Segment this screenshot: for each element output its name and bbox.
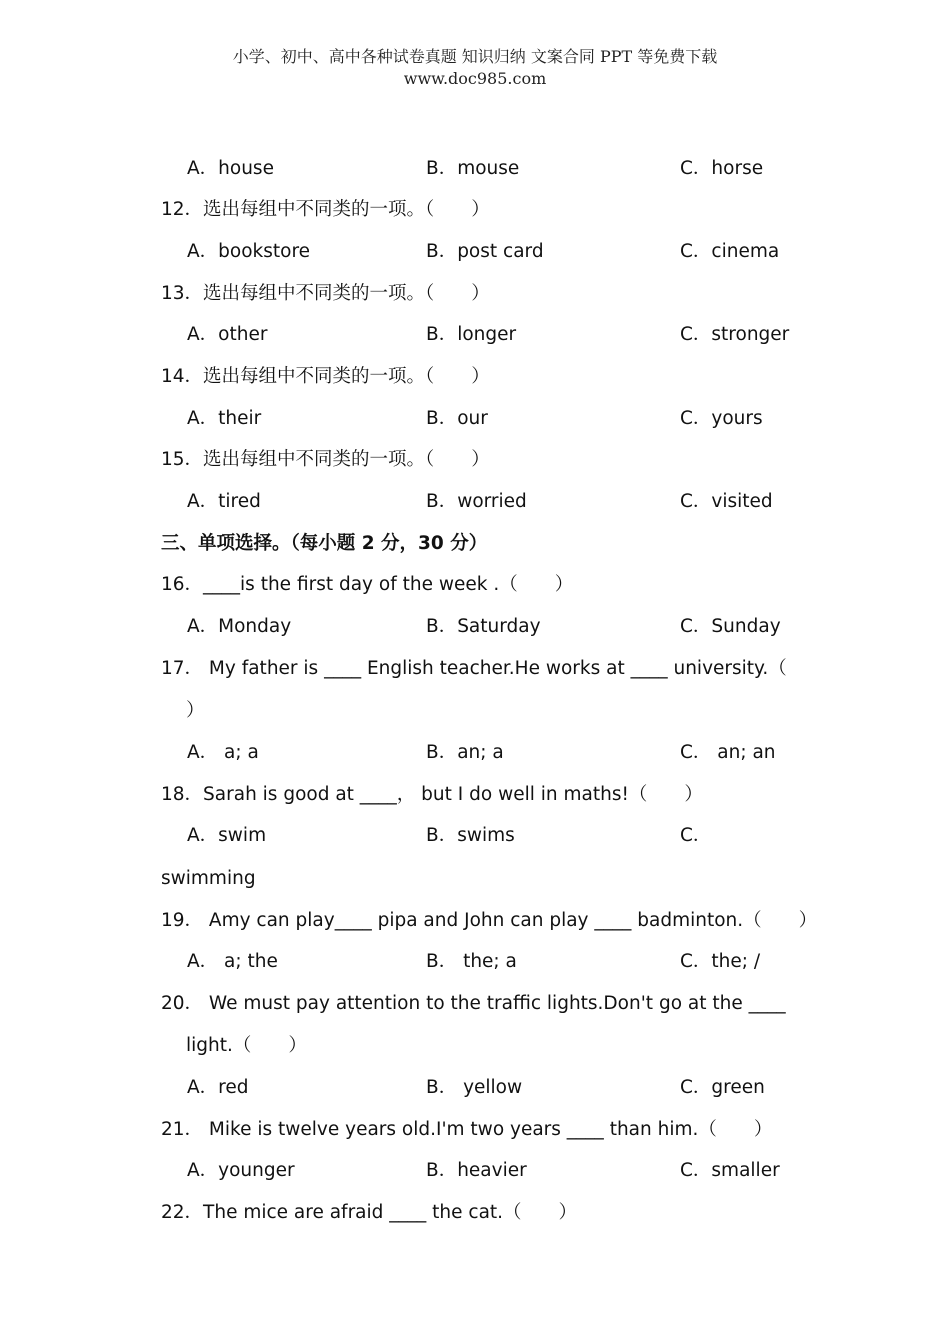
q21-option-a: A．younger [187,1160,295,1181]
question-21-stem: 21． Mike is twelve years old.I'm two years ____ than him.（ ） [161,1119,773,1140]
q11-option-b: B．mouse [426,158,520,179]
q19-option-a: A． a; the [187,951,278,972]
section-3-title: 三、单项选择。（每小题 2 分，30 分） [161,533,488,554]
q15-option-b: B．worried [426,491,527,512]
question-20-stem-continued: light.（ ） [186,1035,307,1056]
q21-option-b: B．heavier [426,1160,527,1181]
q16-option-b: B．Saturday [426,616,541,637]
q14-option-c: C．yours [680,408,763,429]
q18-option-a: A．swim [187,825,267,846]
question-17-stem: 17． My father is ____ English teacher.He works at ____ university.（ [161,658,787,679]
question-14-stem: 14．选出每组中不同类的一项。（ ） [161,366,490,387]
q20-option-c: C．green [680,1077,765,1098]
question-12-stem: 12．选出每组中不同类的一项。（ ） [161,199,490,220]
q18-option-c: C． [680,825,712,846]
question-20-stem: 20． We must pay attention to the traffic lights.Don't go at the ____ [161,993,786,1014]
header-line-url: www.doc985.com [403,69,547,88]
q13-option-b: B．longer [426,324,517,345]
q20-option-a: A．red [187,1077,249,1098]
q18-option-c-continued: swimming [161,868,256,889]
page-header [0,46,950,90]
q14-option-a: A．their [187,408,262,429]
q15-option-a: A．tired [187,491,261,512]
question-16-stem: 16．____is the first day of the week .（ ） [161,574,574,595]
question-15-stem: 15．选出每组中不同类的一项。（ ） [161,449,490,470]
q13-option-a: A．other [187,324,268,345]
question-22-stem: 22．The mice are afraid ____ the cat.（ ） [161,1202,578,1223]
q15-option-c: C．visited [680,491,773,512]
q21-option-c: C．smaller [680,1160,780,1181]
q20-option-b: B． yellow [426,1077,523,1098]
q12-option-b: B．post card [426,241,544,262]
question-13-stem: 13．选出每组中不同类的一项。（ ） [161,283,490,304]
q11-option-a: A．house [187,158,274,179]
q14-option-b: B．our [426,408,488,429]
q12-option-c: C．cinema [680,241,780,262]
q16-option-a: A．Monday [187,616,292,637]
question-17-stem-continued: ） [186,700,205,721]
header-line-title: 小学、初中、高中各种试卷真题 知识归纳 文案合同 PPT 等免费下载 [232,47,718,66]
q13-option-c: C．stronger [680,324,790,345]
q19-option-c: C．the; / [680,951,761,972]
q17-option-b: B．an; a [426,742,504,763]
question-19-stem: 19． Amy can play____ pipa and John can play ____ badminton.（ ） [161,910,818,931]
q17-option-c: C． an; an [680,742,776,763]
q11-option-c: C．horse [680,158,764,179]
q12-option-a: A．bookstore [187,241,311,262]
question-18-stem: 18．Sarah is good at ____， but I do well in maths!（ ） [161,784,703,805]
q19-option-b: B． the; a [426,951,517,972]
q17-option-a: A． a; a [187,742,259,763]
q18-option-b: B．swims [426,825,515,846]
q16-option-c: C．Sunday [680,616,781,637]
